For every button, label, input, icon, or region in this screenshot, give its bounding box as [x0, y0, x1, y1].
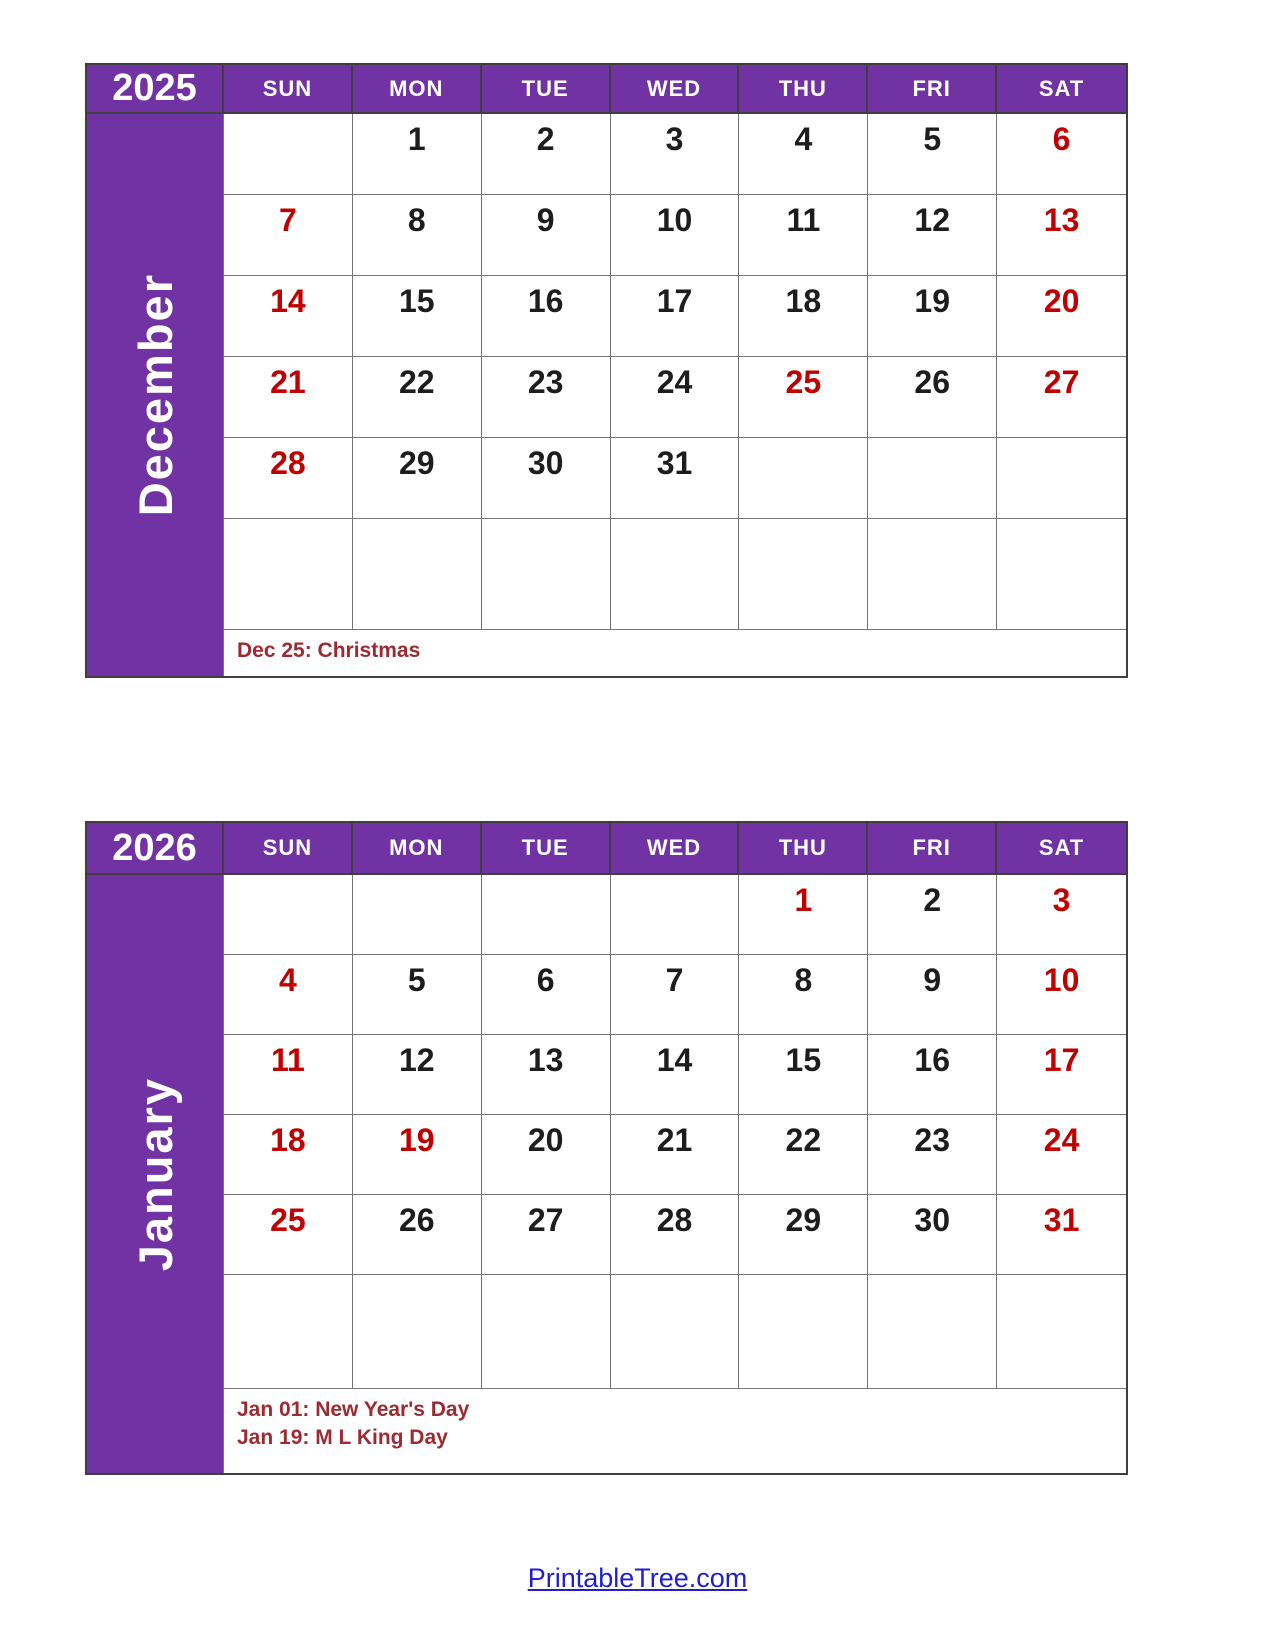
empty-cell	[224, 114, 353, 195]
empty-cell	[739, 438, 868, 519]
date-cell-6: 6	[482, 955, 611, 1035]
date-cell-10: 10	[611, 195, 740, 276]
day-header-thu: THU	[739, 65, 868, 114]
date-cell-27: 27	[997, 357, 1126, 438]
empty-cell	[997, 1275, 1126, 1389]
date-cell-28: 28	[611, 1195, 740, 1275]
calendar-month-january-2026	[85, 821, 1128, 1475]
date-cell-16: 16	[868, 1035, 997, 1115]
date-cell-11: 11	[739, 195, 868, 276]
date-cell-17: 17	[611, 276, 740, 357]
day-header-mon: MON	[353, 823, 482, 875]
date-cell-15: 15	[739, 1035, 868, 1115]
date-cell-27: 27	[482, 1195, 611, 1275]
empty-cell	[611, 875, 740, 955]
date-cell-5: 5	[868, 114, 997, 195]
month-name: January	[128, 1076, 182, 1272]
empty-cell	[997, 438, 1126, 519]
empty-cell	[224, 1275, 353, 1389]
date-cell-14: 14	[224, 276, 353, 357]
date-cell-20: 20	[482, 1115, 611, 1195]
date-cell-26: 26	[353, 1195, 482, 1275]
day-header-sat: SAT	[997, 823, 1126, 875]
empty-cell	[482, 519, 611, 630]
date-cell-31: 31	[997, 1195, 1126, 1275]
empty-cell	[739, 519, 868, 630]
printabletree-link[interactable]: PrintableTree.com	[527, 1563, 748, 1593]
date-cell-8: 8	[739, 955, 868, 1035]
day-header-tue: TUE	[482, 65, 611, 114]
date-cell-7: 7	[224, 195, 353, 276]
holiday-note: Jan 19: M L King Day	[237, 1426, 448, 1449]
empty-cell	[482, 875, 611, 955]
date-cell-9: 9	[482, 195, 611, 276]
month-name: December	[128, 273, 182, 517]
date-cell-22: 22	[353, 357, 482, 438]
empty-cell	[611, 1275, 740, 1389]
month-sidebar	[87, 114, 224, 676]
date-cell-4: 4	[739, 114, 868, 195]
date-cell-3: 3	[611, 114, 740, 195]
date-cell-21: 21	[224, 357, 353, 438]
empty-cell	[224, 875, 353, 955]
date-cell-1: 1	[739, 875, 868, 955]
empty-cell	[868, 438, 997, 519]
empty-cell	[611, 519, 740, 630]
date-cell-12: 12	[868, 195, 997, 276]
empty-cell	[868, 519, 997, 630]
footer	[0, 1563, 1275, 1594]
date-cell-29: 29	[353, 438, 482, 519]
date-cell-13: 13	[482, 1035, 611, 1115]
day-header-fri: FRI	[868, 65, 997, 114]
date-cell-17: 17	[997, 1035, 1126, 1115]
date-cell-18: 18	[739, 276, 868, 357]
day-header-tue: TUE	[482, 823, 611, 875]
date-cell-15: 15	[353, 276, 482, 357]
year-label: 2025	[87, 65, 224, 114]
date-cell-13: 13	[997, 195, 1126, 276]
date-cell-19: 19	[353, 1115, 482, 1195]
date-cell-5: 5	[353, 955, 482, 1035]
date-cell-14: 14	[611, 1035, 740, 1115]
empty-cell	[353, 875, 482, 955]
date-cell-24: 24	[997, 1115, 1126, 1195]
date-cell-26: 26	[868, 357, 997, 438]
date-cell-30: 30	[868, 1195, 997, 1275]
holiday-notes	[224, 630, 1126, 676]
date-cell-24: 24	[611, 357, 740, 438]
empty-cell	[739, 1275, 868, 1389]
day-header-sun: SUN	[224, 823, 353, 875]
holiday-notes	[224, 1389, 1126, 1473]
date-cell-25: 25	[739, 357, 868, 438]
holiday-note: Jan 01: New Year's Day	[237, 1398, 470, 1421]
empty-cell	[353, 1275, 482, 1389]
date-cell-23: 23	[868, 1115, 997, 1195]
date-cell-22: 22	[739, 1115, 868, 1195]
day-header-wed: WED	[611, 823, 740, 875]
day-header-fri: FRI	[868, 823, 997, 875]
date-cell-1: 1	[353, 114, 482, 195]
date-cell-30: 30	[482, 438, 611, 519]
day-header-wed: WED	[611, 65, 740, 114]
day-header-sun: SUN	[224, 65, 353, 114]
empty-cell	[868, 1275, 997, 1389]
date-cell-20: 20	[997, 276, 1126, 357]
empty-cell	[353, 519, 482, 630]
date-cell-16: 16	[482, 276, 611, 357]
date-cell-2: 2	[868, 875, 997, 955]
empty-cell	[997, 519, 1126, 630]
date-cell-6: 6	[997, 114, 1126, 195]
day-header-thu: THU	[739, 823, 868, 875]
date-cell-7: 7	[611, 955, 740, 1035]
date-cell-25: 25	[224, 1195, 353, 1275]
date-cell-11: 11	[224, 1035, 353, 1115]
date-cell-3: 3	[997, 875, 1126, 955]
date-cell-12: 12	[353, 1035, 482, 1115]
date-cell-9: 9	[868, 955, 997, 1035]
date-cell-21: 21	[611, 1115, 740, 1195]
date-cell-19: 19	[868, 276, 997, 357]
date-cell-2: 2	[482, 114, 611, 195]
year-label: 2026	[87, 823, 224, 875]
empty-cell	[224, 519, 353, 630]
month-sidebar	[87, 875, 224, 1473]
date-cell-18: 18	[224, 1115, 353, 1195]
date-cell-29: 29	[739, 1195, 868, 1275]
date-cell-4: 4	[224, 955, 353, 1035]
day-header-sat: SAT	[997, 65, 1126, 114]
holiday-note: Dec 25: Christmas	[237, 639, 421, 662]
date-cell-28: 28	[224, 438, 353, 519]
date-cell-10: 10	[997, 955, 1126, 1035]
empty-cell	[482, 1275, 611, 1389]
date-cell-31: 31	[611, 438, 740, 519]
calendar-month-december-2025	[85, 63, 1128, 678]
date-cell-8: 8	[353, 195, 482, 276]
date-cell-23: 23	[482, 357, 611, 438]
day-header-mon: MON	[353, 65, 482, 114]
